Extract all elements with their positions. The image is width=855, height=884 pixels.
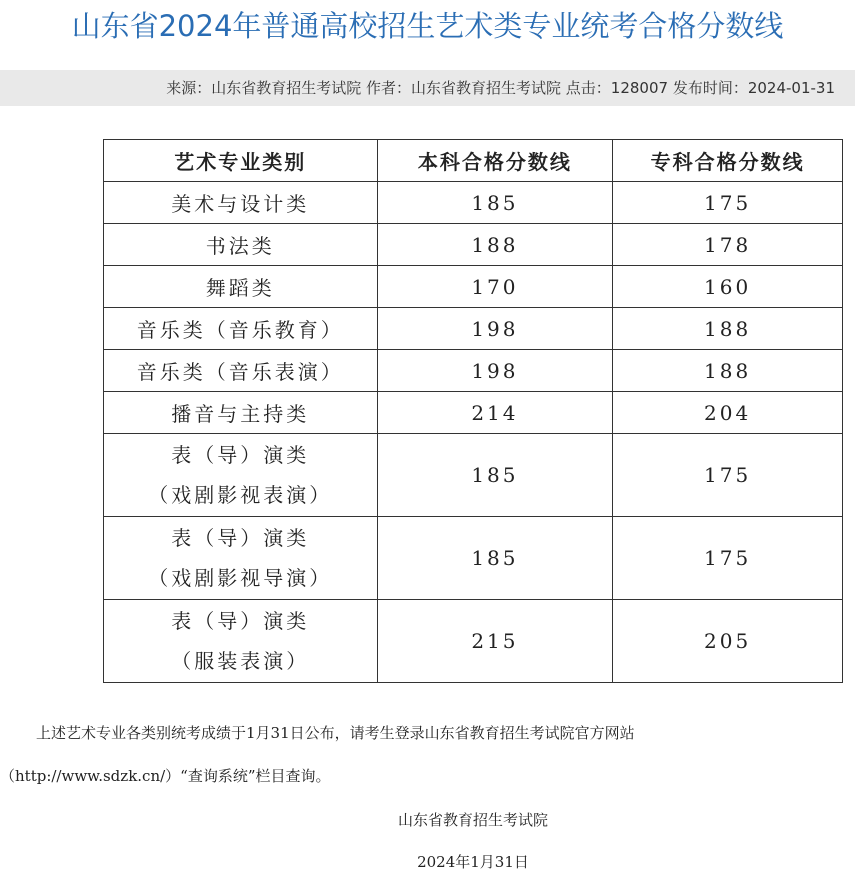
notice-paragraph-line1: 上述艺术专业各类别统考成绩于1月31日公布，请考生登录山东省教育招生考试院官方网站 <box>36 724 635 742</box>
undergrad-score-cell: 198 <box>377 308 613 350</box>
category-cell <box>104 434 378 517</box>
table-row <box>104 517 843 600</box>
table-row <box>104 600 843 683</box>
category-label: 书法类 <box>205 234 275 258</box>
category-sublabel: （戏剧影视导演） <box>148 566 333 590</box>
junior-score-cell: 175 <box>613 517 843 600</box>
table-row <box>104 392 843 434</box>
category-label: 音乐类（音乐教育） <box>136 318 344 342</box>
category-label: 播音与主持类 <box>171 402 310 426</box>
table-header-row <box>104 140 843 182</box>
signature: 山东省教育招生考试院 <box>397 811 548 829</box>
undergrad-score-cell: 185 <box>377 434 613 517</box>
article-meta: 来源：山东省教育招生考试院 作者：山东省教育招生考试院 点击：128007 发布时间：2024-01-31 <box>0 70 855 106</box>
junior-score-cell: 175 <box>613 182 843 224</box>
category-label: 舞蹈类 <box>205 276 275 300</box>
category-cell <box>104 517 378 600</box>
undergrad-score-cell: 185 <box>377 182 613 224</box>
category-label: 美术与设计类 <box>171 192 310 216</box>
table-row <box>104 266 843 308</box>
category-cell <box>104 392 378 434</box>
junior-score-cell: 188 <box>613 350 843 392</box>
junior-score-cell: 178 <box>613 224 843 266</box>
junior-score-cell: 188 <box>613 308 843 350</box>
junior-score-cell: 160 <box>613 266 843 308</box>
table-row <box>104 434 843 517</box>
table-row <box>104 350 843 392</box>
undergrad-score-cell: 188 <box>377 224 613 266</box>
score-table <box>103 139 843 683</box>
junior-score-cell: 205 <box>613 600 843 683</box>
column-header-category: 艺术专业类别 <box>104 140 378 182</box>
category-label: 表（导）演类 <box>171 443 310 467</box>
publish-date: 2024年1月31日 <box>417 853 529 871</box>
table-row <box>104 182 843 224</box>
category-cell <box>104 350 378 392</box>
table-row <box>104 308 843 350</box>
junior-score-cell: 175 <box>613 434 843 517</box>
undergrad-score-cell: 214 <box>377 392 613 434</box>
category-label: 音乐类（音乐表演） <box>136 360 344 384</box>
undergrad-score-cell: 170 <box>377 266 613 308</box>
category-cell <box>104 266 378 308</box>
column-header-junior: 专科合格分数线 <box>613 140 843 182</box>
undergrad-score-cell: 215 <box>377 600 613 683</box>
notice-paragraph-line2: （http://www.sdzk.cn/）“查询系统”栏目查询。 <box>0 767 331 785</box>
page-title: 山东省2024年普通高校招生艺术类专业统考合格分数线 <box>71 9 784 43</box>
category-label: 表（导）演类 <box>171 526 310 550</box>
junior-score-cell: 204 <box>613 392 843 434</box>
undergrad-score-cell: 198 <box>377 350 613 392</box>
category-cell <box>104 600 378 683</box>
column-header-undergrad: 本科合格分数线 <box>377 140 613 182</box>
category-label: 表（导）演类 <box>171 609 310 633</box>
category-sublabel: （戏剧影视表演） <box>148 483 333 507</box>
undergrad-score-cell: 185 <box>377 517 613 600</box>
category-cell <box>104 308 378 350</box>
category-sublabel: （服装表演） <box>171 649 310 673</box>
table-row <box>104 224 843 266</box>
category-cell <box>104 224 378 266</box>
category-cell <box>104 182 378 224</box>
